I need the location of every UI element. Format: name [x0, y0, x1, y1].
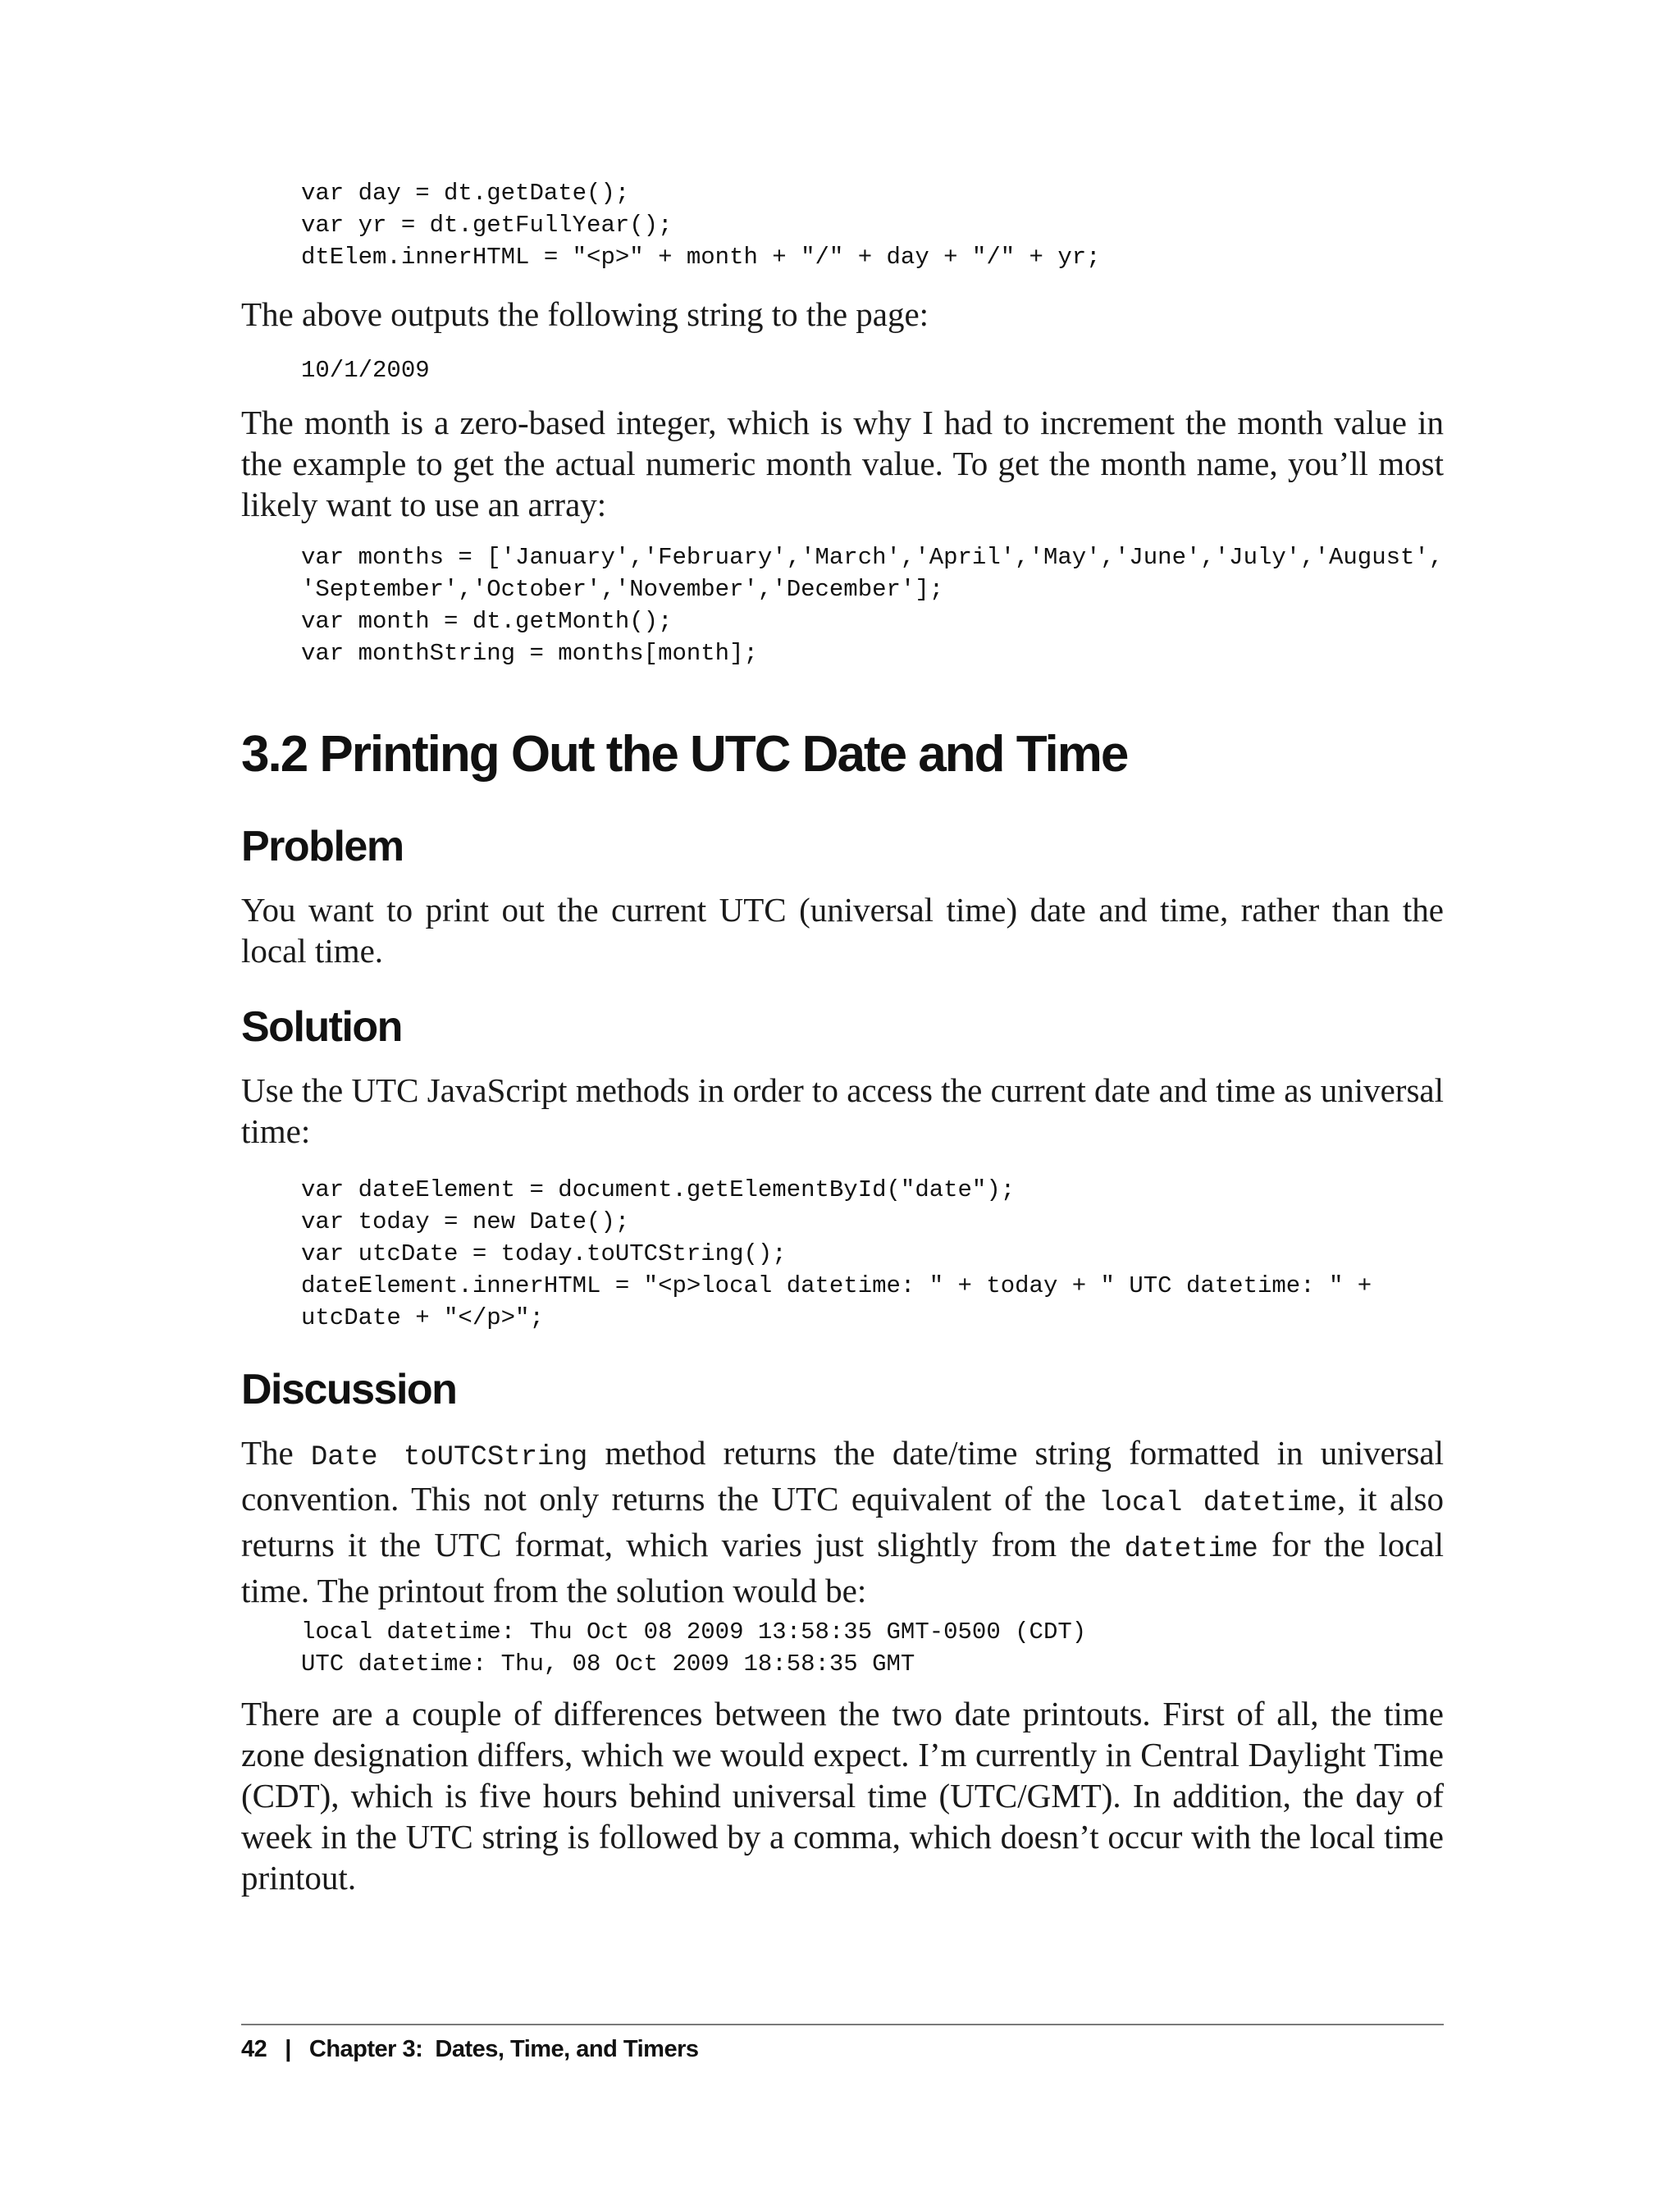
problem-text: You want to print out the current UTC (universal time) date and time, rather than the local time. [241, 891, 1444, 970]
discussion-heading-block [241, 1365, 1444, 1414]
page-footer [241, 2036, 698, 2063]
problem-text-block [241, 889, 1444, 971]
code-block-months [241, 541, 1444, 669]
code-listing [241, 541, 1444, 669]
code-line: var dateElement = document.getElementById("date"); [301, 1176, 1016, 1203]
body-text [241, 1432, 1444, 1611]
code-line: var month = dt.getMonth(); [301, 608, 673, 635]
code-block-output [241, 354, 1444, 386]
code-block-printout [241, 1616, 1444, 1680]
text-run: The [241, 1434, 311, 1472]
problem-heading-block [241, 822, 1444, 871]
section-heading-block [241, 725, 1444, 783]
solution-text-block [241, 1070, 1444, 1152]
chapter-title: Chapter 3: Dates, Time, and Timers [308, 2036, 699, 2062]
code-line: var today = new Date(); [301, 1208, 630, 1235]
code-line: UTC datetime: Thu, 08 Oct 2009 18:58:35 GMT [301, 1650, 915, 1678]
footer-rule [241, 2024, 1444, 2025]
paragraph-month [241, 402, 1444, 525]
solution-heading-block [241, 1002, 1444, 1052]
solution-text: Use the UTC JavaScript methods in order to access the current date and time as universal time: [241, 1071, 1444, 1150]
footer-separator: | [285, 2036, 291, 2062]
code-line: var yr = dt.getFullYear(); [301, 212, 673, 239]
code-listing [241, 1174, 1444, 1334]
code-line: var utcDate = today.toUTCString(); [301, 1240, 787, 1267]
inline-code: Date toUTCString [310, 1442, 588, 1473]
body-text: There are a couple of differences between the two date printouts. First of all, the time zone designation differs, which we would expect. I’m currently in Central Daylight Time (CDT), which is five hours behind universal time (UTC/GMT). In addition, the day of week in the UTC string is followed by a comma, which doesn’t occur with the local time printout. [241, 1695, 1444, 1897]
code-listing [241, 1616, 1444, 1680]
code-output-line: 10/1/2009 [301, 357, 430, 384]
problem-heading: Problem [241, 823, 404, 870]
code-line: dateElement.innerHTML = "<p>local datetime: " + today + " UTC datetime: " + [301, 1272, 1372, 1299]
page-number: 42 [241, 2036, 267, 2062]
inline-code: datetime [1124, 1534, 1258, 1565]
book-page [241, 0, 1444, 2205]
discussion-heading: Discussion [241, 1366, 457, 1413]
discussion-paragraph-2 [241, 1693, 1444, 1898]
section-title: 3.2 Printing Out the UTC Date and Time [241, 726, 1128, 783]
inline-code: local datetime [1098, 1488, 1338, 1519]
code-line: dtElem.innerHTML = "<p>" + month + "/" + day + "/" + yr; [301, 244, 1101, 271]
code-line: var monthString = months[month]; [301, 640, 758, 667]
code-listing [241, 177, 1444, 273]
text-run: method returns the date/time string formatted in universal convention. This not only returns the UTC equivalent of the [241, 1434, 1444, 1518]
discussion-paragraph-1 [241, 1432, 1444, 1611]
text-run: , it also returns it the UTC format, which varies just slightly from the [241, 1480, 1445, 1564]
code-line: utcDate + "</p>"; [301, 1304, 544, 1331]
code-line: local datetime: Thu Oct 08 2009 13:58:35 GMT-0500 (CDT) [301, 1618, 1087, 1646]
code-block-utc [241, 1174, 1444, 1334]
solution-heading: Solution [241, 1003, 402, 1051]
code-line: var day = dt.getDate(); [301, 180, 630, 207]
body-text: The above outputs the following string to the page: [241, 295, 929, 333]
code-line: 'September','October','November','December']; [301, 576, 944, 603]
paragraph-outputs [241, 294, 1444, 335]
code-line: var months = ['January','February','March','April','May','June','July','August', [301, 544, 1444, 571]
text-run: for the local time. The printout from the solution would be: [241, 1526, 1444, 1609]
body-text: The month is a zero-based integer, which is why I had to increment the month value in the example to get the actual numeric month value. To get the month name, you’ll most likely want to use an array: [241, 404, 1444, 523]
code-block-date-parts [241, 177, 1444, 273]
